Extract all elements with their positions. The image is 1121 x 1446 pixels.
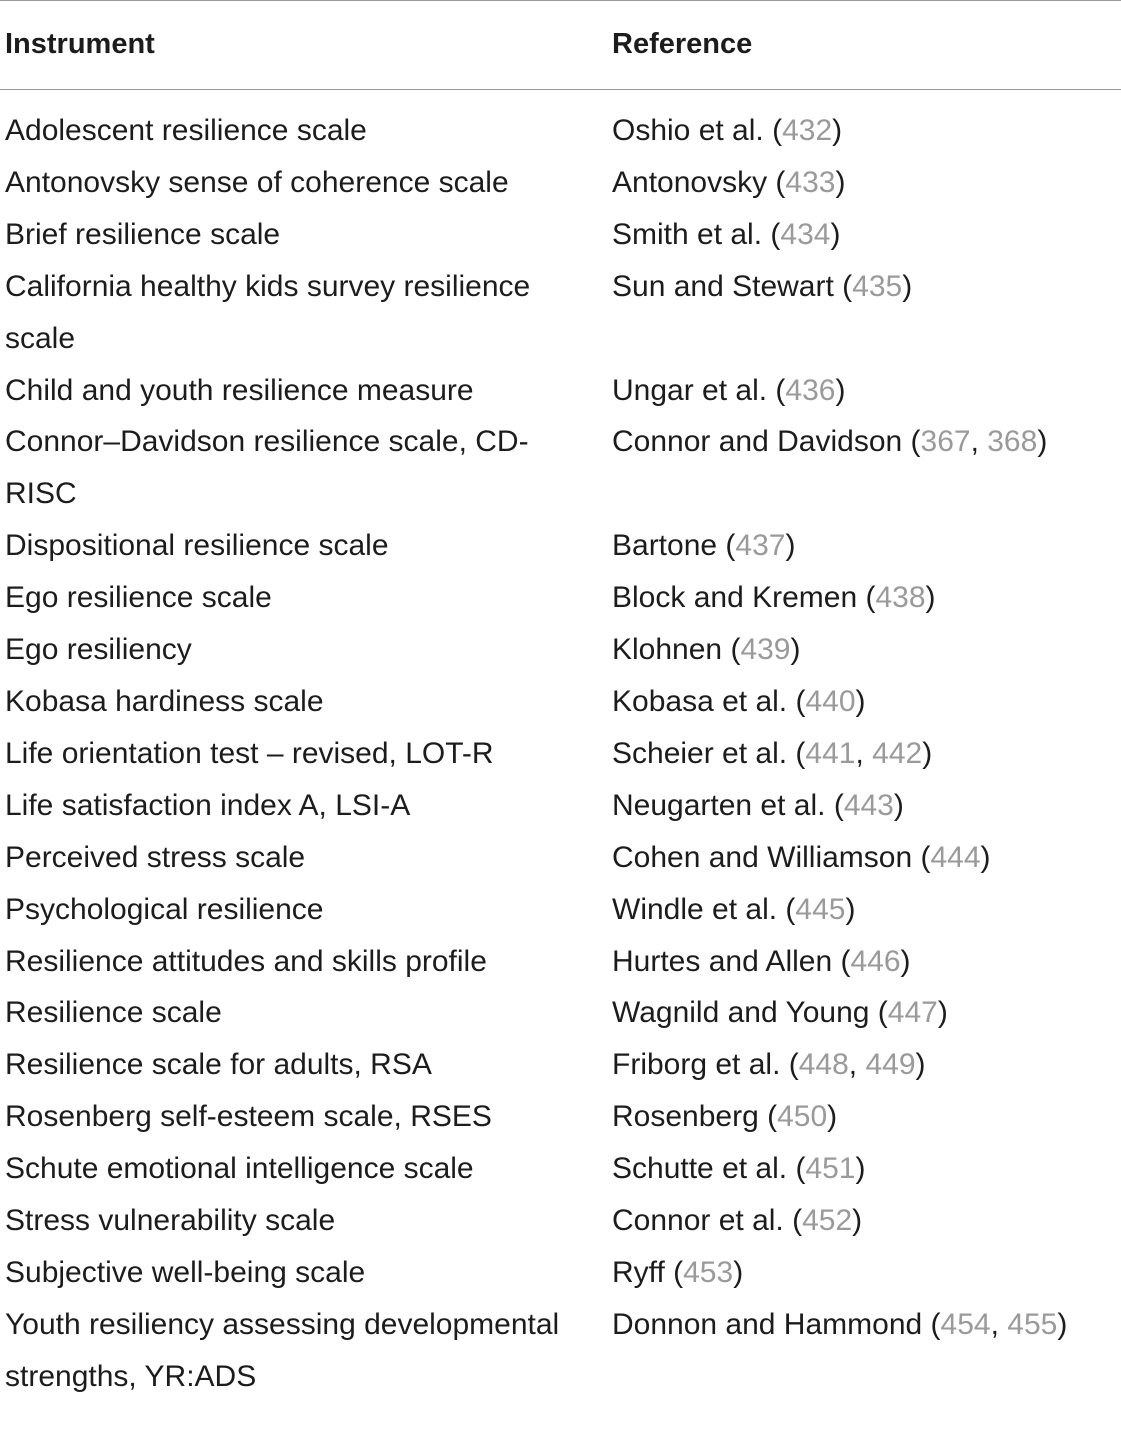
reference-author: Klohnen <box>612 633 723 667</box>
table-row <box>0 676 1121 728</box>
instrument-cell: Life orientation test – revised, LOT-R <box>5 736 494 770</box>
reference-cell: Cohen and Williamson (444) <box>612 840 991 874</box>
reference-author: Kobasa et al. <box>612 684 788 718</box>
table-row <box>0 1195 1121 1247</box>
table-row <box>0 1247 1121 1299</box>
citation-link[interactable]: 443 <box>843 788 894 822</box>
citation-link[interactable]: 438 <box>875 581 926 615</box>
instrument-cell: Antonovsky sense of coherence scale <box>5 165 509 199</box>
reference-cell: Rosenberg (450) <box>612 1100 838 1134</box>
reference-cell: Kobasa et al. (440) <box>612 684 866 718</box>
instrument-cell: Psychological resilience <box>5 892 324 926</box>
instrument-cell: Subjective well-being scale <box>5 1255 366 1289</box>
table-row <box>0 1091 1121 1143</box>
citation-link[interactable]: 441 <box>805 736 856 770</box>
instrument-cell: Dispositional resilience scale <box>5 529 389 563</box>
citation-link[interactable]: 368 <box>987 425 1038 459</box>
citation-link[interactable]: 432 <box>782 114 833 147</box>
instrument-cell: California healthy kids survey resilience scale <box>5 269 531 355</box>
table-row <box>0 780 1121 832</box>
table-row <box>0 261 1121 365</box>
reference-author: Wagnild and Young <box>612 996 870 1030</box>
reference-cell: Donnon and Hammond (454, 455) <box>612 1307 1068 1341</box>
citation-link[interactable]: 444 <box>930 840 981 874</box>
reference-author: Schutte et al. <box>612 1152 788 1186</box>
citation-link[interactable]: 447 <box>887 996 938 1030</box>
citation-link[interactable]: 436 <box>785 373 836 407</box>
instrument-cell: Resilience attitudes and skills profile <box>5 944 487 978</box>
citation-link[interactable]: 434 <box>780 217 831 251</box>
instrument-cell: Ego resiliency <box>5 633 192 667</box>
header-rule <box>0 89 1121 90</box>
reference-cell: Block and Kremen (438) <box>612 581 936 615</box>
reference-author: Antonovsky <box>612 165 768 199</box>
instrument-cell: Connor–Davidson resilience scale, CD-RISC <box>5 425 529 511</box>
table-row <box>0 157 1121 209</box>
instrument-cell: Ego resilience scale <box>5 581 272 615</box>
table-row <box>0 520 1121 572</box>
reference-author: Windle et al. <box>612 892 778 926</box>
header-reference: Reference <box>612 28 753 60</box>
reference-cell: Klohnen (439) <box>612 633 801 667</box>
reference-author: Hurtes and Allen <box>612 944 833 978</box>
table-row <box>0 416 1121 520</box>
citation-link[interactable]: 454 <box>940 1307 991 1341</box>
instrument-cell: Stress vulnerability scale <box>5 1204 336 1238</box>
table-header <box>0 20 1121 68</box>
reference-author: Friborg et al. <box>612 1048 781 1082</box>
reference-cell: Connor and Davidson (367, 368) <box>612 425 1048 459</box>
instrument-cell: Life satisfaction index A, LSI-A <box>5 788 411 822</box>
reference-cell: Scheier et al. (441, 442) <box>612 736 933 770</box>
reference-author: Connor et al. <box>612 1204 784 1238</box>
table-row <box>0 624 1121 676</box>
reference-author: Smith et al. <box>612 217 763 251</box>
table-row <box>0 884 1121 936</box>
table-top-rule <box>0 0 1121 1</box>
citation-link[interactable]: 445 <box>795 892 846 926</box>
table-row <box>0 832 1121 884</box>
reference-cell: Oshio et al. (432) <box>612 114 843 147</box>
reference-cell: Wagnild and Young (447) <box>612 996 948 1030</box>
reference-author: Oshio et al. <box>612 114 764 147</box>
instrument-cell: Kobasa hardiness scale <box>5 684 324 718</box>
citation-link[interactable]: 440 <box>805 684 856 718</box>
citation-link[interactable]: 435 <box>852 269 903 303</box>
reference-cell: Neugarten et al. (443) <box>612 788 904 822</box>
table-row <box>0 572 1121 624</box>
reference-author: Ryff <box>612 1255 665 1289</box>
citation-link[interactable]: 448 <box>798 1048 849 1082</box>
instrument-cell: Youth resiliency assessing developmental strengths, YR:ADS <box>5 1307 560 1393</box>
table-body <box>0 105 1121 1403</box>
reference-cell: Connor et al. (452) <box>612 1204 863 1238</box>
reference-author: Sun and Stewart <box>612 269 834 303</box>
reference-author: Neugarten et al. <box>612 788 826 822</box>
table-row <box>0 105 1121 157</box>
reference-author: Bartone <box>612 529 718 563</box>
citation-link[interactable]: 452 <box>802 1204 853 1238</box>
instrument-cell: Resilience scale for adults, RSA <box>5 1048 432 1082</box>
reference-cell: Antonovsky (433) <box>612 165 846 199</box>
reference-author: Connor and Davidson <box>612 425 903 459</box>
reference-author: Cohen and Williamson <box>612 840 913 874</box>
reference-author: Ungar et al. <box>612 373 768 407</box>
citation-link[interactable]: 437 <box>735 529 786 563</box>
table-row <box>0 365 1121 417</box>
instrument-cell: Resilience scale <box>5 996 222 1030</box>
table-row <box>0 209 1121 261</box>
reference-cell: Sun and Stewart (435) <box>612 269 913 303</box>
instrument-cell: Child and youth resilience measure <box>5 373 474 407</box>
instrument-cell: Adolescent resilience scale <box>5 114 367 147</box>
table-row <box>0 1143 1121 1195</box>
citation-link[interactable]: 439 <box>740 633 791 667</box>
reference-cell: Smith et al. (434) <box>612 217 841 251</box>
citation-link[interactable]: 455 <box>1007 1307 1058 1341</box>
reference-cell: Ungar et al. (436) <box>612 373 846 407</box>
instrument-cell: Schute emotional intelligence scale <box>5 1152 474 1186</box>
reference-author: Block and Kremen <box>612 581 858 615</box>
reference-cell: Friborg et al. (448, 449) <box>612 1048 926 1082</box>
instrument-cell: Rosenberg self-esteem scale, RSES <box>5 1100 492 1134</box>
reference-cell: Schutte et al. (451) <box>612 1152 866 1186</box>
reference-cell: Ryff (453) <box>612 1255 744 1289</box>
citation-link[interactable]: 442 <box>872 736 923 770</box>
citation-link[interactable]: 367 <box>920 425 971 459</box>
reference-author: Donnon and Hammond <box>612 1307 923 1341</box>
table-row <box>0 936 1121 988</box>
table-row <box>0 1039 1121 1091</box>
citation-link[interactable]: 433 <box>785 165 836 199</box>
table-row <box>0 728 1121 780</box>
instrument-cell: Perceived stress scale <box>5 840 306 874</box>
citation-link[interactable]: 451 <box>805 1152 856 1186</box>
citation-link[interactable]: 450 <box>777 1100 828 1134</box>
reference-cell: Hurtes and Allen (446) <box>612 944 911 978</box>
instrument-cell: Brief resilience scale <box>5 217 281 251</box>
reference-cell: Bartone (437) <box>612 529 796 563</box>
citation-link[interactable]: 453 <box>683 1255 734 1289</box>
reference-author: Scheier et al. <box>612 736 788 770</box>
reference-author: Rosenberg <box>612 1100 759 1134</box>
table-row <box>0 987 1121 1039</box>
citation-link[interactable]: 449 <box>865 1048 916 1082</box>
citation-link[interactable]: 446 <box>850 944 901 978</box>
reference-cell: Windle et al. (445) <box>612 892 856 926</box>
table-row <box>0 1299 1121 1403</box>
header-instrument: Instrument <box>5 28 155 60</box>
